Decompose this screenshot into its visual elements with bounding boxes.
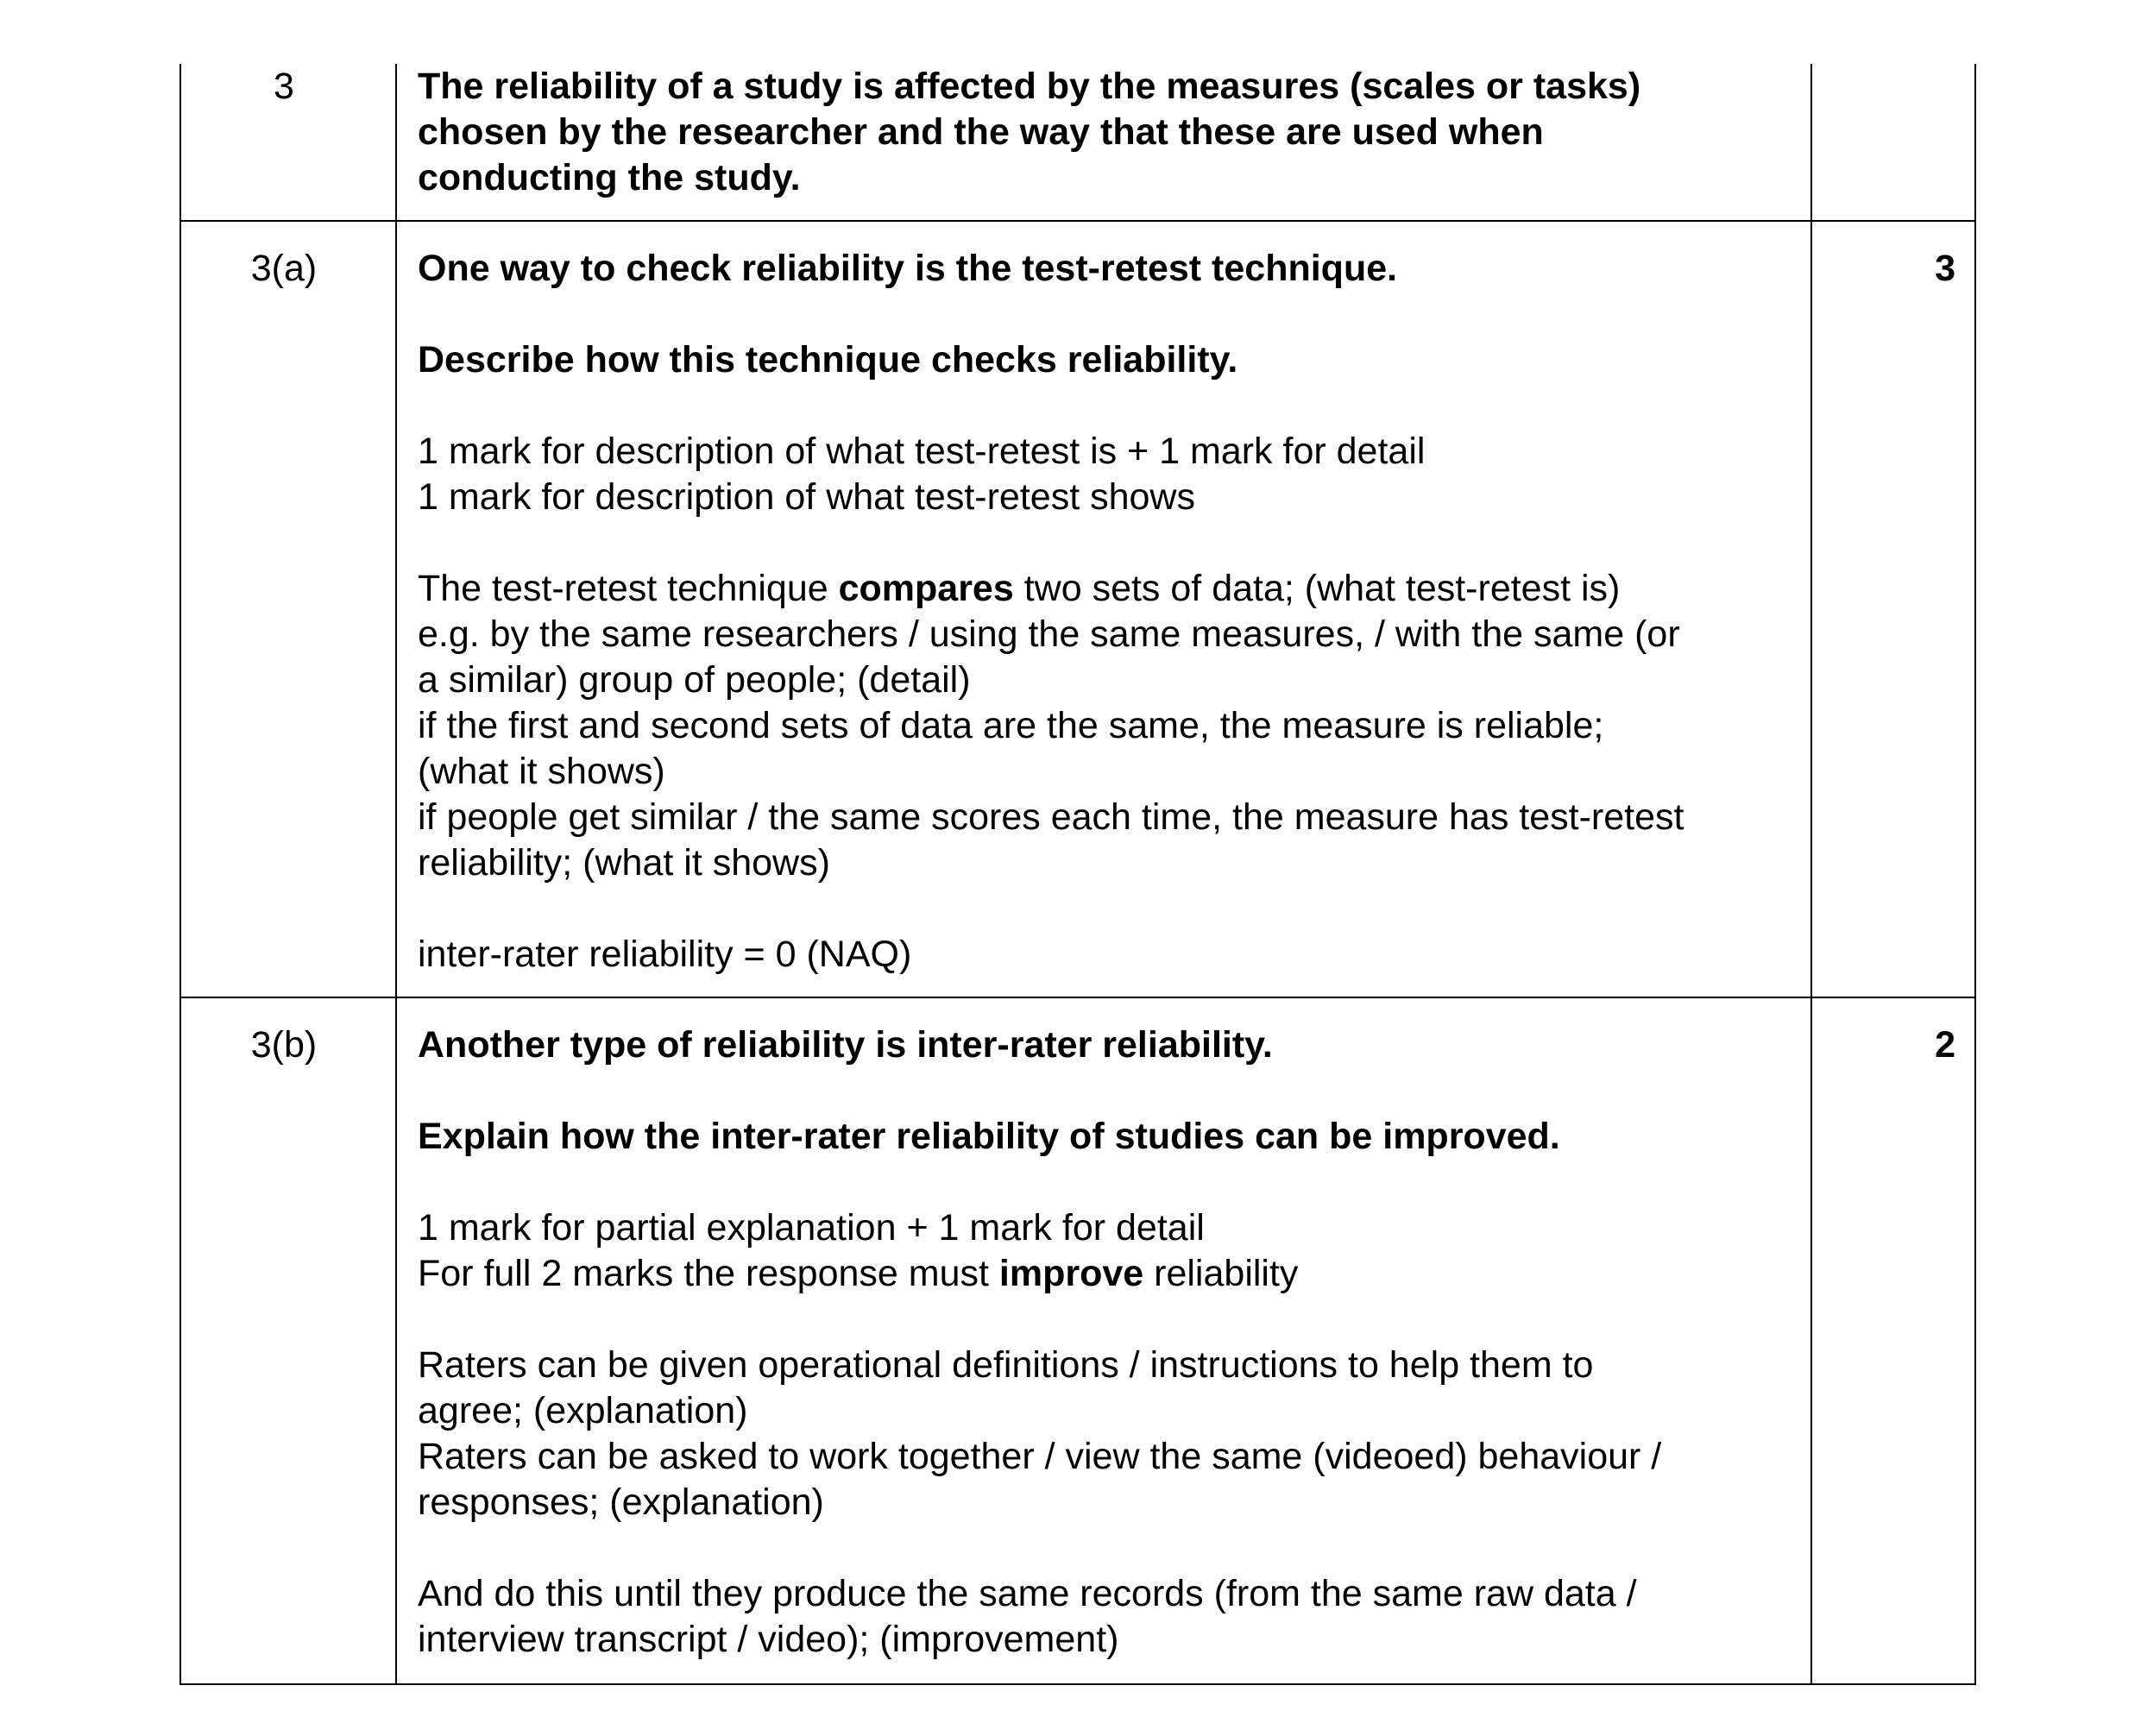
question-row-3a	[180, 221, 1975, 997]
mark-scheme-table	[179, 64, 1976, 1685]
answer-line: if the first and second sets of data are the same, the measure is reliable;	[418, 705, 1604, 746]
question-number-cell	[180, 221, 396, 997]
marks-value: 3	[1935, 248, 1955, 289]
answer-line: Raters can be asked to work together / view the same (videoed) behaviour /	[418, 1436, 1662, 1477]
question-stem: One way to check reliability is the test-retest technique.	[418, 248, 1398, 289]
answer-line: (what it shows)	[418, 751, 665, 792]
answer-cell	[396, 221, 1811, 997]
question-number: 3	[274, 66, 294, 107]
answer-line: reliability; (what it shows)	[418, 842, 830, 884]
answer-line: Raters can be given operational definitions / instructions to help them to	[418, 1344, 1594, 1386]
answer-line: responses; (explanation)	[418, 1481, 824, 1523]
intro-line: chosen by the researcher and the way that these are used when	[418, 111, 1544, 153]
answer-line: And do this until they produce the same records (from the same raw data /	[418, 1573, 1637, 1614]
intro-line: conducting the study.	[418, 157, 801, 198]
question-number-cell	[180, 997, 396, 1684]
emphasis-word: improve	[998, 1253, 1144, 1294]
marks-cell	[1811, 64, 1975, 221]
marks-value: 2	[1935, 1024, 1955, 1066]
question-row-3b	[180, 997, 1975, 1684]
question-number-cell	[180, 64, 396, 221]
answer-line: interview transcript / video); (improvement)	[418, 1619, 1119, 1660]
marking-guidance: 1 mark for partial explanation + 1 mark for detail	[418, 1207, 1205, 1249]
marking-note: inter-rater reliability = 0 (NAQ)	[418, 934, 912, 975]
marking-guidance: 1 mark for description of what test-retest is + 1 mark for detail	[418, 431, 1426, 472]
marks-cell	[1811, 221, 1975, 997]
question-stem: Another type of reliability is inter-rater reliability.	[418, 1024, 1273, 1066]
answer-cell	[396, 997, 1811, 1684]
answer-line: The test-retest technique compares two sets of data; (what test-retest is)	[418, 568, 1621, 609]
question-text: Explain how the inter-rater reliability of studies can be improved.	[418, 1116, 1560, 1157]
emphasis-word: compares	[838, 568, 1014, 609]
question-text: Describe how this technique checks reliability.	[418, 339, 1238, 381]
marking-guidance: For full 2 marks the response must improve reliability	[418, 1253, 1299, 1294]
marking-guidance: 1 mark for description of what test-retest shows	[418, 476, 1195, 518]
answer-line: e.g. by the same researchers / using the same measures, / with the same (or	[418, 613, 1680, 655]
intro-line: The reliability of a study is affected by the measures (scales or tasks)	[418, 66, 1641, 107]
answer-line: a similar) group of people; (detail)	[418, 659, 971, 701]
question-row-intro	[180, 64, 1975, 221]
answer-line: agree; (explanation)	[418, 1390, 748, 1431]
answer-line: if people get similar / the same scores each time, the measure has test-retest	[418, 796, 1684, 838]
question-number: 3(b)	[250, 1024, 318, 1066]
question-number: 3(a)	[250, 248, 318, 289]
question-intro-text	[396, 64, 1811, 221]
marks-cell	[1811, 997, 1975, 1684]
